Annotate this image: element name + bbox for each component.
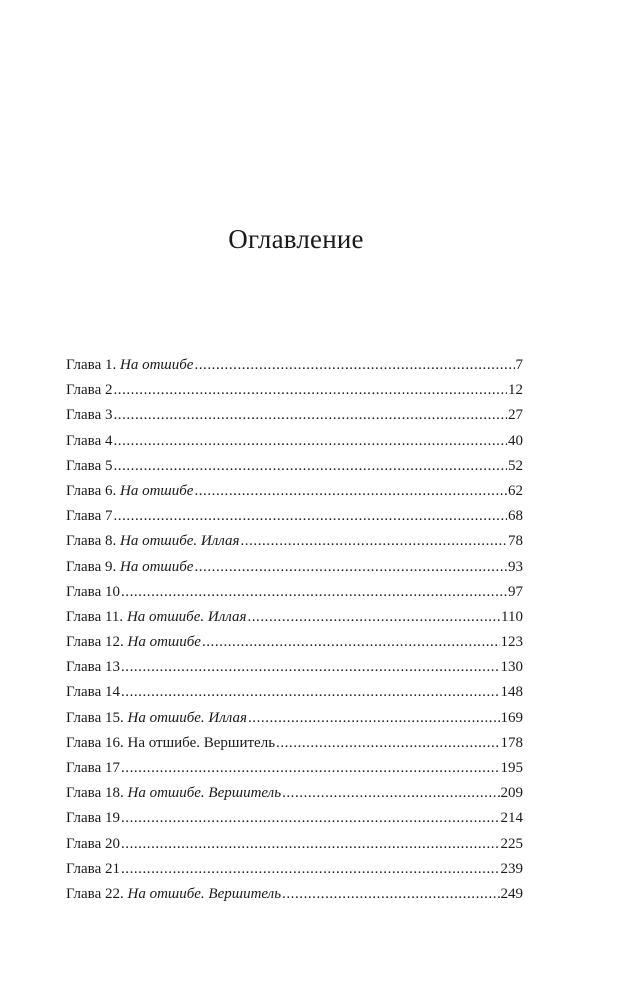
toc-entry-label [66,378,112,403]
chapter-number: Глава 14 [66,684,120,701]
toc-entry-label [66,580,120,605]
dot-leader [276,731,499,756]
dot-leader [121,580,507,605]
toc-entry-label [66,555,193,580]
page-number: 27 [508,407,523,424]
toc-entry-label [66,529,240,554]
toc-entry[interactable] [66,479,523,504]
chapter-number: Глава 22. [66,885,124,902]
toc-entry-label [66,630,201,655]
chapter-number: Глава 5 [66,457,113,474]
table-of-contents [66,353,523,907]
dot-leader [121,832,500,857]
chapter-number: Глава 2 [66,382,113,399]
toc-entry-label [66,781,281,806]
chapter-number: Глава 4 [66,432,113,449]
page-number: 169 [500,709,523,726]
page-number: 214 [500,810,523,827]
page-number: 130 [500,659,523,676]
page-number: 40 [508,432,523,449]
toc-entry-label [66,731,275,756]
toc-entry-label [66,857,120,882]
toc-entry[interactable] [66,378,523,403]
dot-leader [113,504,507,529]
page-number: 110 [501,608,523,625]
toc-entry-label [66,832,120,857]
dot-leader [121,680,500,705]
chapter-number: Глава 9. [66,558,117,575]
toc-entry[interactable] [66,857,523,882]
chapter-subtitle: На отшибе [119,558,194,575]
toc-entry-label [66,756,120,781]
chapter-subtitle: На отшибе. Иллая [127,709,247,726]
toc-entry[interactable] [66,605,523,630]
chapter-number: Глава 7 [66,508,113,525]
page-number: 239 [500,860,523,877]
toc-entry[interactable] [66,353,523,378]
chapter-number: Глава 19 [66,810,120,827]
dot-leader [241,529,508,554]
toc-entry-label [66,806,120,831]
toc-entry-label [66,429,112,454]
chapter-subtitle: На отшибе. Вершитель [127,785,282,802]
dot-leader [113,403,507,428]
page-number: 68 [508,508,523,525]
dot-leader [121,806,500,831]
chapter-number: Глава 11. [66,608,124,625]
page-number: 123 [500,634,523,651]
page-number: 225 [500,835,523,852]
chapter-subtitle: На отшибе. Вершитель [127,885,282,902]
page-number: 78 [508,533,523,550]
toc-entry[interactable] [66,504,523,529]
chapter-number: Глава 13 [66,659,120,676]
toc-entry-label [66,605,246,630]
toc-entry-label [66,353,193,378]
chapter-number: Глава 6. [66,482,117,499]
toc-entry-label [66,454,112,479]
chapter-subtitle: На отшибе [119,482,194,499]
chapter-subtitle: На отшибе [127,634,201,651]
dot-leader [113,454,507,479]
toc-entry[interactable] [66,454,523,479]
toc-entry-label [66,706,247,731]
toc-entry[interactable] [66,529,523,554]
chapter-number: Глава 17 [66,760,120,776]
chapter-number: Глава 3 [66,407,113,424]
toc-entry[interactable] [66,429,523,454]
page-number: 7 [515,357,523,373]
page-number: 195 [500,760,523,776]
chapter-subtitle: На отшибе. Вершитель [127,734,276,751]
chapter-number: Глава 8. [66,533,117,550]
page-number: 93 [508,558,523,575]
dot-leader [113,378,507,403]
chapter-number: Глава 1. [66,357,117,373]
toc-entry[interactable] [66,580,523,605]
toc-entry[interactable] [66,882,523,907]
dot-leader [194,555,507,580]
chapter-number: Глава 16. [66,734,124,751]
page-number: 97 [508,583,523,600]
chapter-number: Глава 21 [66,860,120,877]
chapter-subtitle: На отшибе. Иллая [119,533,240,550]
page-title: Оглавление [228,224,364,254]
page-number: 52 [508,457,523,474]
page-number: 178 [500,734,523,751]
page-number: 148 [500,684,523,701]
toc-entry[interactable] [66,403,523,428]
chapter-subtitle: На отшибе [119,357,194,373]
dot-leader [113,429,507,454]
dot-leader [202,630,500,655]
toc-entry[interactable] [66,781,523,806]
toc-entry-label [66,680,120,705]
toc-entry[interactable] [66,756,523,781]
chapter-subtitle: На отшибе. Иллая [126,608,247,625]
toc-entry[interactable] [66,555,523,580]
dot-leader [247,605,500,630]
dot-leader [121,756,500,781]
dot-leader [248,706,500,731]
chapter-number: Глава 15. [66,709,124,726]
toc-entry[interactable] [66,706,523,731]
chapter-number: Глава 18. [66,785,124,802]
toc-entry-label [66,882,281,907]
toc-entry[interactable] [66,630,523,655]
toc-entry[interactable] [66,680,523,705]
dot-leader [194,353,514,378]
toc-entry[interactable] [66,806,523,831]
dot-leader [194,479,507,504]
dot-leader [121,655,500,680]
toc-entry-label [66,655,120,680]
chapter-number: Глава 12. [66,634,124,651]
page-number: 209 [500,785,523,802]
toc-entry[interactable] [66,655,523,680]
page-number: 12 [508,382,523,399]
toc-entry[interactable] [66,832,523,857]
chapter-number: Глава 20 [66,835,120,852]
page-number: 62 [508,482,523,499]
toc-entry-label [66,479,193,504]
dot-leader [282,781,499,806]
chapter-number: Глава 10 [66,583,120,600]
dot-leader [121,857,500,882]
toc-entry-label [66,504,112,529]
dot-leader [282,882,499,907]
toc-entry[interactable] [66,731,523,756]
toc-entry-label [66,403,112,428]
page-number: 249 [500,885,523,902]
